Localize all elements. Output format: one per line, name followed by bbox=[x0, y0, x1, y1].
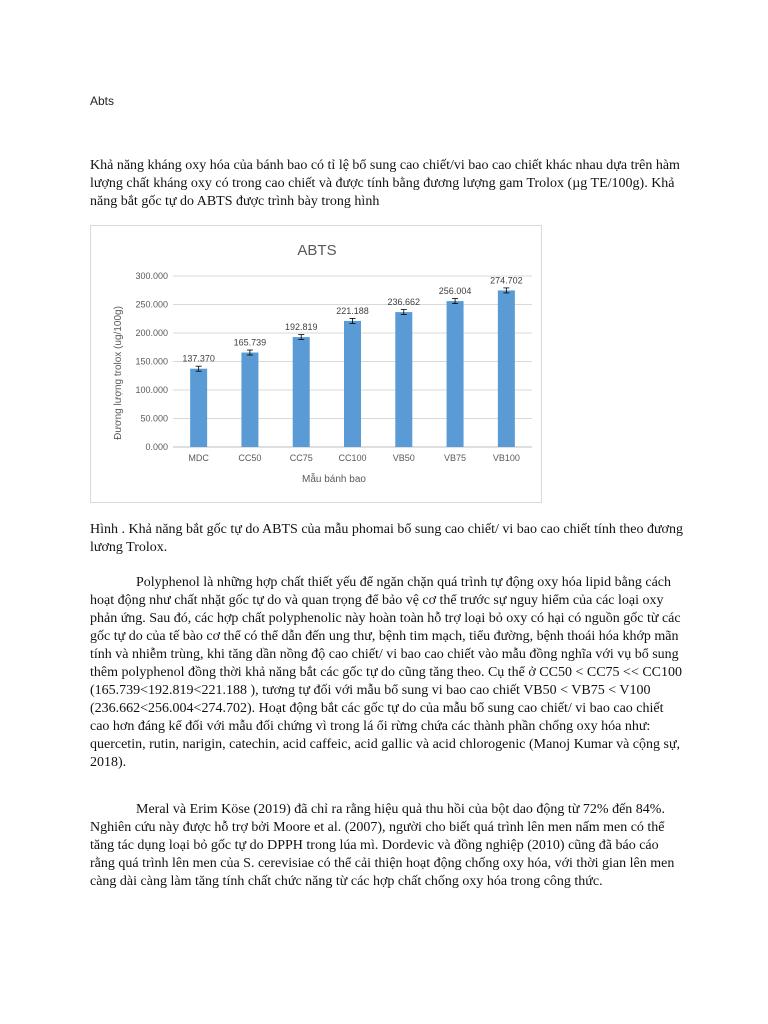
bar-vb100 bbox=[498, 290, 515, 447]
x-tick-label: VB50 bbox=[392, 453, 415, 463]
x-tick-label: MDC bbox=[188, 453, 209, 463]
x-axis-ticks bbox=[188, 453, 519, 463]
y-tick-label: 250.000 bbox=[135, 299, 168, 310]
x-tick-label: CC75 bbox=[289, 453, 313, 463]
body-paragraph-1: Polyphenol là những hợp chất thiết yếu để ngăn chặn quá trình tự động oxy hóa lipid bằng cách hoạt động như chất nhặt gốc tự do và quan trọng để bảo vệ cơ thể trước sự nguy hiểm của các loại oxy phản ứng. Sau đó, các hợp chất polyphenolic này hoàn toàn hỗ trợ loại bỏ oxy có hại có nguồn gốc từ các gốc tự do của tế bào cơ thể có thể dẫn đến ung thư, bệnh tim mạch, tiểu đường, bệnh thoái hóa khớp mãn tính và nhiễm trùng, khi tăng dần nồng độ cao chiết/ vi bao cao chiết vào mẫu đồng nghĩa với vụ bổ sung thêm polyphenol đồng thời khả năng bắt các gốc tự do cũng tăng theo. Cụ thể ở CC50 < CC75 << CC100 (165.739<192.819<221.188 ), tương tự đối với mẫu bổ sung vi bao cao chiết VB50 < VB75 < V100 (236.662<256.004<274.702). Hoạt động bắt các gốc tự do của mẫu bổ sung cao chiết/ vi bao cao chiết cao hơn đáng kể đối với mẫu đối chứng vì trong lá ổi rừng chứa các thành phần chống oxy hóa như: quercetin, rutin, narigin, catechin, acid caffeic, acid gallic và acid chlorogenic (Manoj Kumar và cộng sự, 2018). bbox=[90, 575, 683, 770]
y-tick-label: 0.000 bbox=[145, 442, 168, 452]
document-heading: Abts bbox=[90, 94, 115, 108]
y-tick-label: 150.000 bbox=[135, 356, 168, 367]
bar-cc75 bbox=[293, 337, 310, 447]
intro-paragraph: Khả năng kháng oxy hóa của bánh bao có tỉ lệ bổ sung cao chiết/vi bao cao chiết khác nhau dựa trên hàm lượng chất kháng oxy có trong cao chiết và được tính bằng đương lượng gam Trolox (µg TE/100g). Khả năng bắt gốc tự do ABTS được trình bày trong hình bbox=[90, 158, 680, 209]
figure-caption: Hình . Khả năng bắt gốc tự do ABTS của mẫu phomai bổ sung cao chiết/ vi bao cao chiết tính theo đương lương Trolox. bbox=[90, 522, 683, 555]
data-label: 165.739 bbox=[233, 337, 267, 348]
data-label: 192.819 bbox=[284, 322, 318, 333]
bar-vb75 bbox=[447, 301, 464, 447]
bar-mdc bbox=[190, 369, 207, 447]
data-label: 236.662 bbox=[387, 297, 421, 308]
x-tick-label: VB75 bbox=[444, 453, 467, 463]
body-paragraph-2: Meral và Erim Köse (2019) đã chỉ ra rằng hiệu quả thu hồi của bột dao động từ 72% đến 84%. Nghiên cứu này được hỗ trợ bởi Moore et al. (2007), người cho biết quá trình lên men nấm men có thể tăng tác dụng loại bỏ gốc tự do DPPH trong lúa mì. Dordevic và đồng nghiệp (2010) cũng đã báo cáo rằng quá trình lên men của S. cerevisiae có thể cải thiện hoạt động chống oxy hóa, với thời gian lên men càng dài càng làm tăng tính chất chức năng từ các hợp chất chống oxy hóa trong công thức. bbox=[90, 802, 675, 889]
y-axis-label: Đương lượng trolox (ug/100g) bbox=[113, 306, 124, 440]
x-tick-label: CC50 bbox=[238, 453, 262, 463]
abts-chart bbox=[90, 225, 542, 503]
y-tick-label: 50.000 bbox=[140, 413, 168, 424]
data-label: 137.370 bbox=[182, 353, 215, 364]
bar-vb50 bbox=[395, 312, 412, 447]
abts-chart-svg bbox=[91, 226, 543, 504]
y-tick-label: 300.000 bbox=[135, 271, 168, 281]
data-label: 221.188 bbox=[336, 305, 369, 316]
bar-cc50 bbox=[241, 353, 258, 447]
y-tick-label: 200.000 bbox=[135, 328, 168, 338]
x-axis-label: Mẫu bánh bao bbox=[302, 474, 366, 485]
y-axis-ticks bbox=[135, 271, 168, 452]
x-tick-label: VB100 bbox=[492, 453, 520, 463]
data-label: 274.702 bbox=[490, 275, 523, 286]
y-tick-label: 100.000 bbox=[135, 385, 168, 395]
data-label: 256.004 bbox=[438, 286, 472, 297]
bar-cc100 bbox=[344, 321, 361, 447]
x-tick-label: CC100 bbox=[338, 453, 367, 463]
chart-title: ABTS bbox=[297, 242, 337, 259]
